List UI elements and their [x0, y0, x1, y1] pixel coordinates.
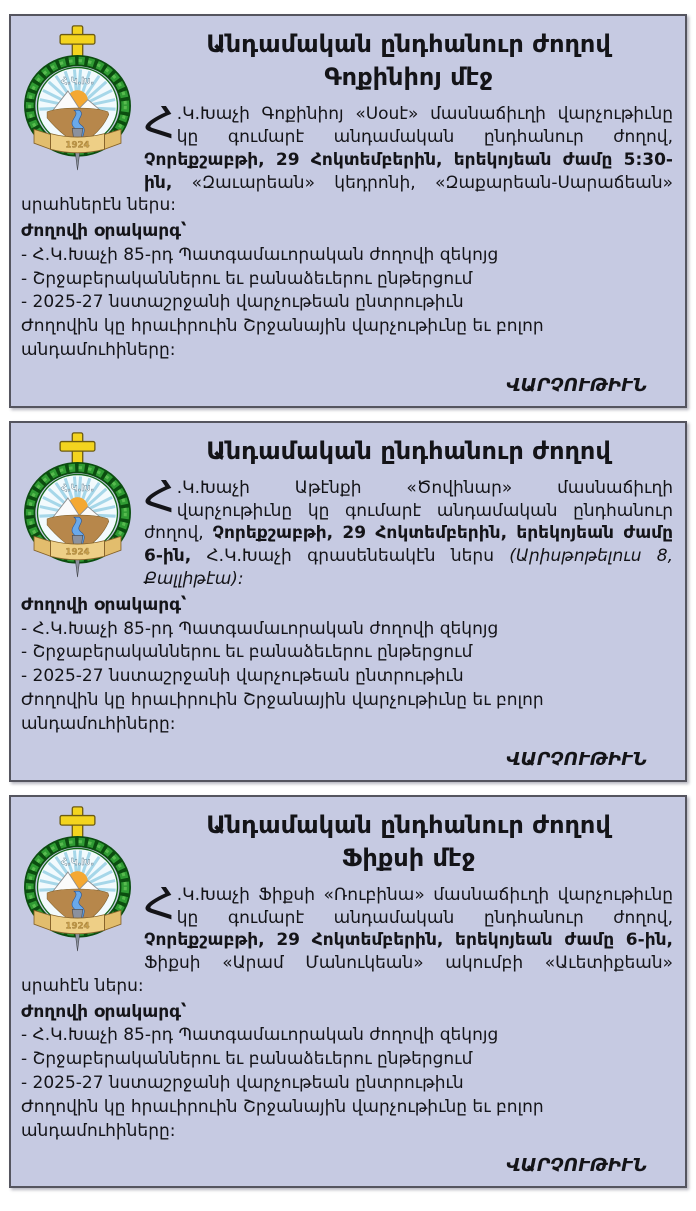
title-line-1: Անդամական ընդհանուր ժողով [206, 436, 611, 465]
closing-text: Ժողովին կը հրաւիրուին Շրջանային վարչութիւնը եւ բոլոր անդամուհիները: [21, 1096, 544, 1141]
agenda-item: - Շրջաբերականներու եւ բանաձեւերու ընթերցում [21, 1049, 473, 1070]
agenda-item: - 2025-27 նստաշրջանի վարչութեան ընտրութիւն [21, 666, 464, 687]
location-text: Ֆիքսի «Արամ Մանուկեան» ակումբի «Աւետիքեան» սրահէն ներս: [21, 953, 673, 996]
notice-fix [9, 795, 687, 1189]
closing-text: Ժողովին կը հրաւիրուին Շրջանային վարչութիւնը եւ բոլոր անդամուհիները: [21, 316, 544, 361]
agenda-item: - Հ.Կ.Խաչի 85-րդ Պատգամաւորական ժողովի զեկոյց [21, 618, 499, 639]
datetime-text: Չորեքշաբթի, 29 Հոկտեմբերին, երեկոյեան ժամը 6-ին, [144, 930, 673, 951]
ars-emblem-logo [21, 431, 134, 579]
intro-text: .Կ.Խաչի Աթէնքի «Ծովինար» մասնաճիւղի վարչութիւնը կը գումարէ անդամական ընդհանուր ժողով, [144, 477, 673, 544]
signature-text: ՎԱՐՉՈՒԹԻՒՆ [506, 374, 647, 396]
ars-emblem-logo [21, 805, 134, 953]
signature-text: ՎԱՐՉՈՒԹԻՒՆ [506, 748, 647, 770]
title-line-1: Անդամական ընդհանուր ժողով [206, 30, 611, 58]
agenda-item: - Հ.Կ.Խաչի 85-րդ Պատգամաւորական ժողովի զեկոյց [21, 244, 499, 265]
agenda-item: - Շրջաբերականներու եւ բանաձեւերու ընթերցում [21, 642, 473, 663]
agenda-item: - 2025-27 նստաշրջանի վարչութեան ընտրութիւն [21, 292, 464, 313]
dropcap-letter: Հ [144, 98, 175, 149]
agenda-item: - Շրջաբերականներու եւ բանաձեւերու ընթերցում [21, 268, 473, 289]
notice-kokkinia [9, 14, 687, 408]
title-line-1: Անդամական ընդհանուր ժողով [206, 810, 611, 839]
signature-text: ՎԱՐՉՈՒԹԻՒՆ [506, 1155, 647, 1177]
title-line-2: Ֆիքսի մէջ [341, 843, 476, 872]
intro-text: .Կ.Խաչի Ֆիքսի «Ռուբինա» մասնաճիւղի վարչութիւնը կը գումարէ անդամական ընդհանուր ժողով, [176, 884, 673, 928]
dropcap-letter: Հ [144, 878, 175, 929]
agenda-item: - Հ.Կ.Խաչի 85-րդ Պատգամաւորական ժողովի զեկոյց [21, 1025, 499, 1046]
closing-text: Ժողովին կը հրաւիրուին Շրջանային վարչութիւնը եւ բոլոր անդամուհիները: [21, 689, 544, 734]
dropcap-letter: Հ [144, 471, 175, 522]
address-italic-text: (Արիսթոթելուս 8, Քալլիթէա): [144, 546, 674, 589]
datetime-text: Չորեքշաբթի, 29 Հոկտեմբերին, երեկոյեան ժամը 5:30-ին, [144, 149, 673, 193]
agenda-item: - 2025-27 նստաշրջանի վարչութեան ընտրութիւն [21, 1072, 464, 1093]
intro-text: .Կ.Խաչի Գոքինիոյ «Սօսէ» մասնաճիւղի վարչութիւնը կը գումարէ անդամական ընդհանուր ժողով, [176, 104, 673, 147]
location-text: Հ.Կ.Խաչի գրասենեակէն ներս [191, 546, 510, 567]
location-text: «Զաւարեան» կեդրոնի, «Զաքարեան-Սարաճեան» սրահներէն ներս: [21, 172, 673, 216]
title-line-2: Գոքինիոյ մէջ [324, 63, 493, 92]
agenda-heading: Ժողովի օրակարգ՝ [21, 1001, 187, 1022]
agenda-heading: Ժողովի օրակարգ՝ [21, 221, 187, 242]
datetime-text: Չորեքշաբթի, 29 Հոկտեմբերին, երեկոյեան ժամը 6-ին, [144, 523, 673, 567]
notice-athens [9, 421, 687, 782]
ars-emblem-logo [21, 24, 134, 172]
agenda-heading: Ժողովի օրակարգ՝ [21, 594, 187, 615]
